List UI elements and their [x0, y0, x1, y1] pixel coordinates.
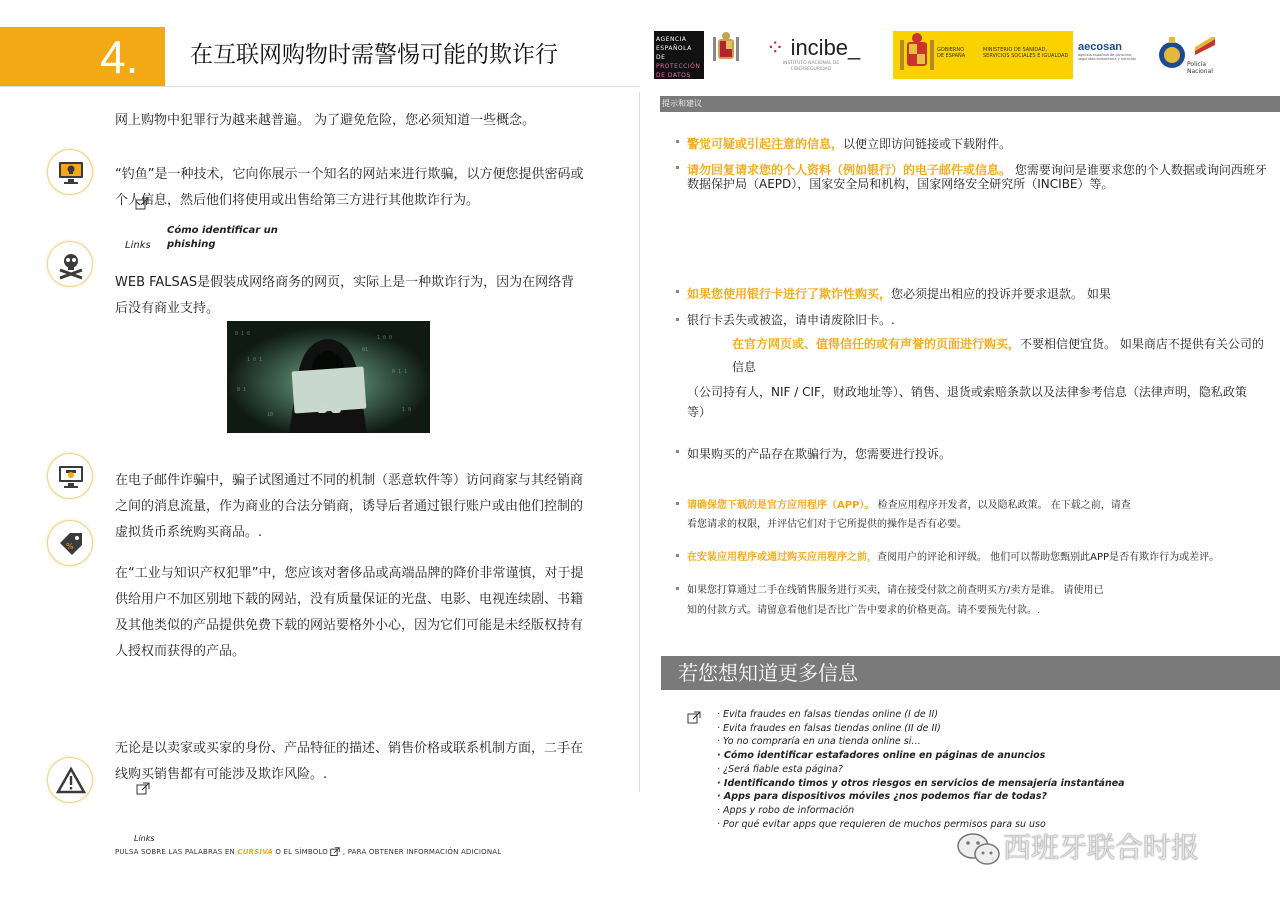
incibe-brand: incibe: [790, 35, 849, 60]
svg-text:0 1: 0 1: [237, 387, 247, 393]
discount-icon-circle: [47, 520, 93, 566]
footer-pre: PULSA SOBRE LAS PALABRAS EN: [115, 848, 238, 856]
more-info-links: [717, 708, 1125, 831]
aepd-logo: [654, 31, 704, 79]
header-divider: [0, 86, 640, 87]
svg-text:10: 10: [267, 412, 274, 418]
tip-4-text: 不要相信便宜货。 如果商店不提供有关公司的: [1020, 337, 1264, 351]
info-link[interactable]: · Evita fraudes en falsas tiendas online (II de II): [717, 722, 941, 734]
external-link-icon[interactable]: [135, 197, 149, 211]
bullet: [676, 290, 679, 293]
phishing-link[interactable]: [167, 224, 278, 252]
tip-3-text: 您必须提出相应的投诉并要求退款。 如果: [891, 287, 1111, 301]
flag-icon: [1195, 37, 1215, 55]
tip-2-text: 您需要询问是谁要求您的个人数据或询问西班牙: [1011, 163, 1267, 177]
column-divider: [639, 92, 640, 792]
tip-5: 如果购买的产品存在欺骗行为，您需要进行投诉。: [687, 447, 952, 461]
bullet: [676, 450, 679, 453]
tip-2-line-2: 数据保护局（AEPD），国家安全局和机构，国家网络安全研究所（INCIBE）等。: [687, 177, 1114, 191]
svg-text:%: %: [66, 542, 74, 551]
info-link[interactable]: · Por qué evitar apps que requieren de muchos permisos para su uso: [717, 818, 1046, 830]
bullet: [676, 140, 679, 143]
tip-6: [687, 496, 1131, 515]
fake-web-icon-circle: [47, 241, 93, 287]
tip-7-highlight: 在安装应用程序或通过购买应用程序之前，: [687, 552, 877, 563]
tip-2-highlight: 请勿回复请求您的个人资料（例如银行）的电子邮件或信息。: [687, 163, 1012, 177]
svg-text:1 0 0: 1 0 0: [377, 335, 393, 341]
price-tag-icon: [56, 529, 86, 559]
bullet: [676, 587, 679, 590]
gobierno-logo: [893, 31, 1073, 79]
aecosan-logo: [1078, 31, 1142, 79]
aepd-logo-line: AGENCIA: [656, 36, 687, 43]
police-badge-icon: [1157, 35, 1187, 75]
tips-header: 提示和建议: [662, 99, 702, 108]
bullet: [676, 554, 679, 557]
aecosan-brand: aecosan: [1078, 41, 1123, 53]
svg-text:01: 01: [362, 347, 369, 353]
info-link[interactable]: · ¿Será fiable esta página?: [717, 763, 843, 775]
tip-3-highlight: 如果您使用银行卡进行了欺诈性购买，: [687, 287, 892, 301]
tip-3-line-2: 银行卡丢失或被盗，请申请废除旧卡。.: [687, 313, 895, 327]
phishing-line-1: “钓鱼”是一种技术，它向你展示一个知名的网站来进行欺骗，以方便您提供密码或: [115, 167, 584, 182]
tip-8-line-1: 如果您打算通过二手在线销售服务进行买卖，请在接受付款之前查明买方/卖方是谁。 请使用已: [687, 585, 1104, 596]
tip-4-line-4: 等）: [687, 405, 712, 419]
tip-6-text: 检查应用程序开发者，以及隐私政策。 在下载之前，请查: [874, 500, 1131, 511]
footer-mid: O EL SÍMBOLO: [272, 848, 331, 856]
ip-crime-line-4: 人授权而获得的产品。: [115, 644, 246, 659]
info-link[interactable]: · Identificando timos y otros riesgos en servicios de mensajería instantánea: [717, 777, 1125, 789]
info-link[interactable]: · Evita fraudes en falsas tiendas online (I de II): [717, 709, 939, 720]
aepd-logo-line: DE DATOS: [656, 72, 691, 79]
computer-skull-icon: [56, 158, 86, 188]
second-hand-line-2: 线购买销售都有可能涉及欺诈风险。.: [115, 767, 328, 782]
watermark: [955, 828, 1199, 868]
tip-4: [732, 335, 1264, 354]
phishing-link-line: Cómo identificar un: [167, 225, 278, 236]
section-number: 4.: [100, 31, 139, 83]
aepd-logo-line: ESPAÑOLA DE: [656, 45, 692, 61]
svg-text:0 1 0: 0 1 0: [235, 331, 251, 337]
footer-post: , PARA OBTENER INFORMACIÓN ADICIONAL: [340, 848, 502, 856]
more-info-title: 若您想知道更多信息: [678, 661, 858, 685]
phishing-icon-circle: [47, 149, 93, 195]
footer-note: [115, 847, 501, 857]
bullet: [676, 318, 679, 321]
policia-logo: [1157, 31, 1219, 79]
gobierno-label: GOBIERNO DE ESPAÑA: [937, 47, 966, 59]
tip-6-line-2: 看您请求的权限，并评估它们对于它所提供的操作是否有必要。: [687, 519, 967, 530]
bullet: [676, 166, 679, 169]
info-link[interactable]: · Apps y robo de información: [717, 804, 855, 816]
tip-7-text: 查阅用户的评论和评级。 他们可以帮助您甄别此APP是否有欺诈行为或差评。: [877, 552, 1220, 563]
intro-text: 网上购物中犯罪行为越来越普遍。 为了避免危险，您必须知道一些概念。: [115, 113, 536, 128]
tip-1: [687, 135, 1011, 154]
ministerio-label: MINISTERIO DE SANIDAD, SERVICIOS SOCIALES E IGUALDAD: [983, 47, 1069, 59]
external-link-icon[interactable]: [687, 711, 701, 725]
incibe-mark-icon: ⁘: [766, 35, 785, 60]
policia-label: Policía Nacional: [1187, 61, 1213, 75]
incibe-logo: ⁘ incibe_ INSTITUTO NACIONAL DE CIBERSEGURIDAD: [766, 35, 861, 72]
info-link[interactable]: · Yo no compraría en una tienda online si…: [717, 736, 921, 748]
tip-1-highlight: 警觉可疑或引起注意的信息，: [687, 137, 844, 151]
email-line-1: 在电子邮件诈骗中，骗子试图通过不同的机制（恶意软件等）访问商家与其经销商: [115, 473, 584, 488]
footer-links-label: Links: [134, 834, 155, 843]
svg-text:1 0 1: 1 0 1: [247, 357, 263, 363]
external-link-icon[interactable]: [136, 782, 150, 796]
info-link[interactable]: · Cómo identificar estafadores online en páginas de anuncios: [717, 750, 1046, 762]
second-hand-line-1: 无论是以卖家或买家的身份、产品特征的描述、销售价格或联系机制方面，二手在: [115, 741, 584, 756]
spain-crest-icon: [712, 31, 740, 79]
page-title: 在互联网购物时需警惕可能的欺诈行: [190, 42, 558, 68]
tips-header-bar: [660, 96, 1280, 112]
phishing-line-2: 个人信息，然后他们将使用或出售给第三方进行其他欺诈行为。: [115, 193, 480, 208]
ip-crime-line-2: 供给用户不加区别地下载的网站，没有质量保证的光盘、电影、电视连续剧、书籍: [115, 592, 584, 607]
tip-6-highlight: 请确保您下载的是官方应用程序（APP）。: [687, 500, 875, 511]
tip-8-line-2: 知的付款方式。请留意看他们是否比广告中要求的价格更高。请不要预先付款。.: [687, 605, 1041, 616]
tip-4-highlight: 在官方网页或、值得信任的或有声誉的页面进行购买，: [732, 337, 1021, 351]
aecosan-subtitle: agencia española de consumo, seguridad alimentaria y nutrición: [1078, 53, 1137, 61]
links-label: Links: [125, 240, 151, 251]
fake-web-line-2: 后没有商业支持。: [115, 301, 220, 316]
tip-3: [687, 285, 1111, 304]
gobierno-crest-icon: [897, 32, 937, 78]
skull-crossbones-icon: [56, 250, 86, 280]
aepd-logo-line: PROTECCIÓN: [656, 63, 701, 70]
info-link[interactable]: · Apps para dispositivos móviles ¿nos podemos fiar de todas?: [717, 791, 1048, 803]
ip-crime-line-3: 及其他类似的产品提供免费下载的网站要格外小心，因为它们可能是未经版权持有: [115, 618, 584, 633]
tip-4-line-2: 信息: [732, 360, 757, 374]
section-number-box: [0, 27, 165, 87]
warning-icon: [56, 766, 86, 796]
bullet: [676, 502, 679, 505]
incibe-subtitle: INSTITUTO NACIONAL DE CIBERSEGURIDAD: [782, 61, 840, 72]
svg-text:0 1 1: 0 1 1: [392, 369, 408, 375]
computer-thief-icon: [56, 462, 86, 492]
fake-web-line-1: WEB FALSAS是假装成网络商务的网页，实际上是一种欺诈行为，因为在网络背: [115, 275, 575, 290]
tip-1-text: 以便立即访问链接或下载附件。: [843, 137, 1012, 151]
phishing-link-line: phishing: [167, 239, 216, 250]
email-fraud-icon-circle: [47, 453, 93, 499]
external-link-icon: [330, 847, 340, 857]
warning-icon-circle: [47, 757, 93, 803]
email-line-2: 之间的消息流量，作为商业的合法分销商，诱导后者通过银行账户或由他们控制的: [115, 499, 584, 514]
ip-crime-line-1: 在“工业与知识产权犯罪”中，您应该对奢侈品或高端品牌的降价非常谨慎，对于提: [115, 566, 584, 581]
tip-7: [687, 548, 1219, 567]
watermark-text: 西班牙联合时报: [1003, 831, 1200, 864]
svg-text:1 0: 1 0: [402, 407, 412, 413]
hacker-image: [227, 321, 430, 433]
footer-cursiva: CURSIVA: [237, 848, 273, 856]
wechat-icon: [955, 831, 1003, 867]
email-line-3: 虚拟货币系统购买商品。.: [115, 525, 263, 540]
tip-4-line-3: （公司持有人，NIF / CIF，财政地址等）、销售、退货或索赔条款以及法律参考信息（法律声明，隐私政策: [687, 385, 1247, 399]
